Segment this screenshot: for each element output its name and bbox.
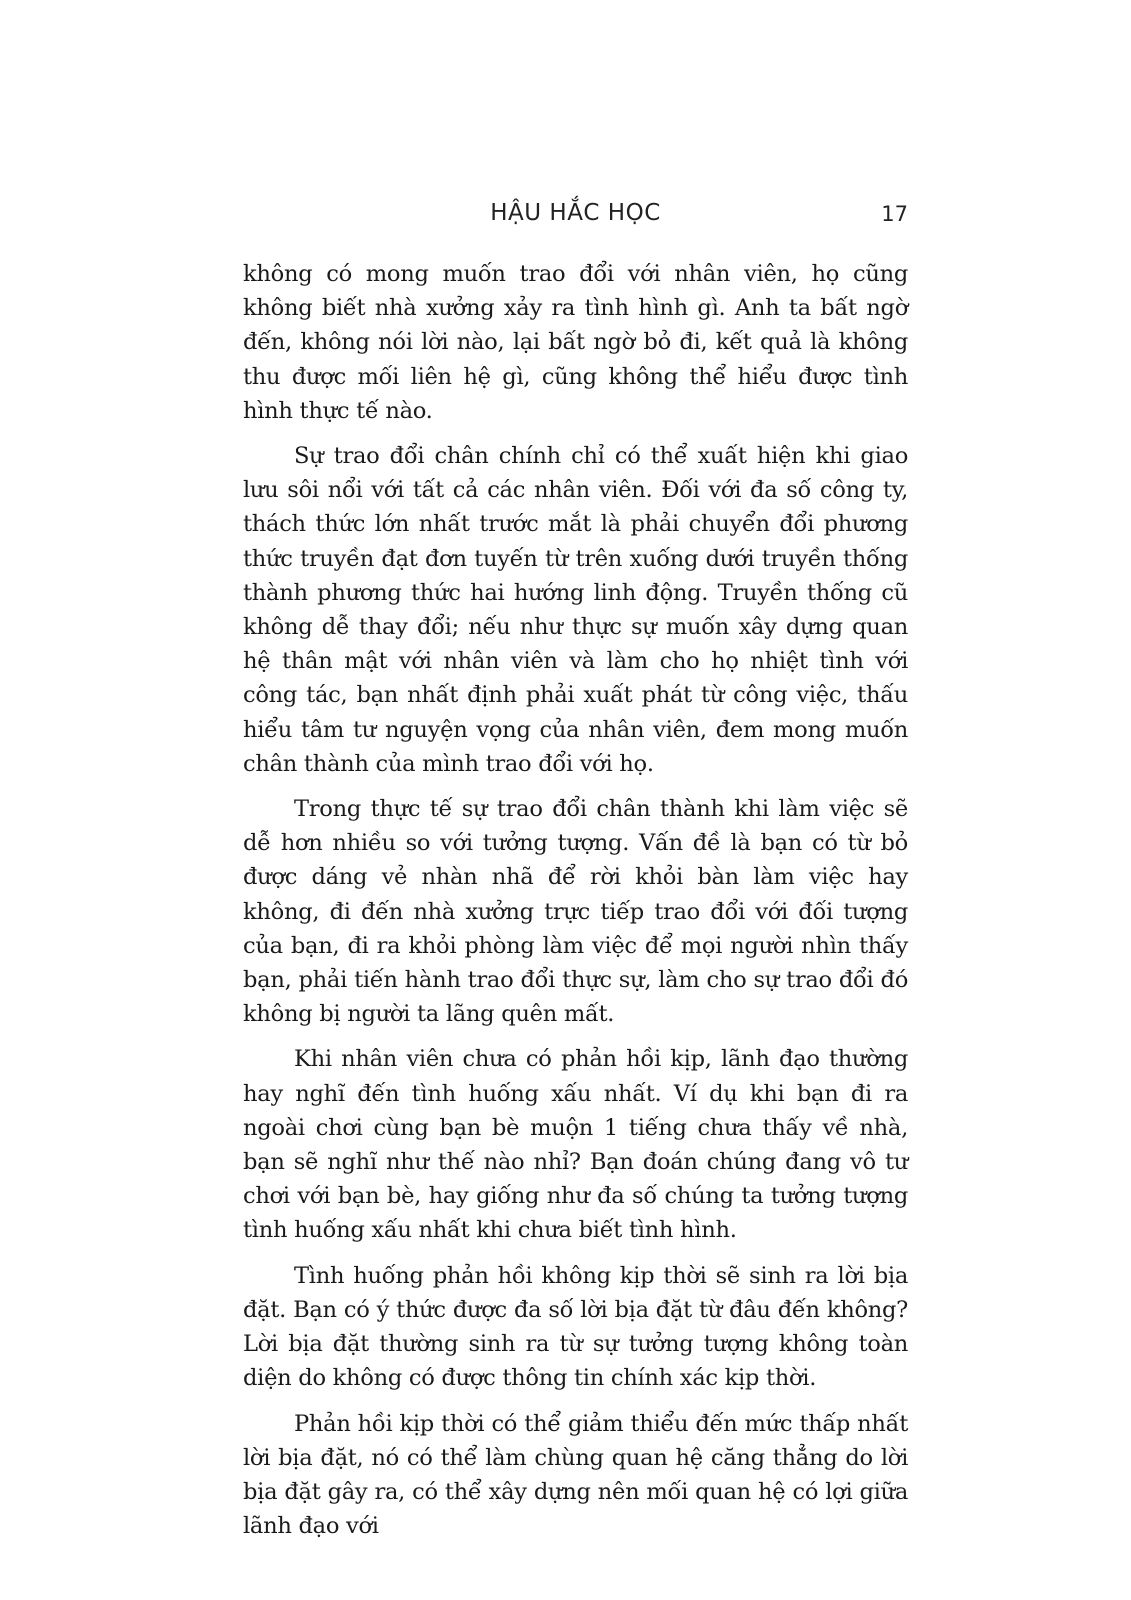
paragraph: Phản hồi kịp thời có thể giảm thiểu đến mức thấp nhất lời bịa đặt, nó có thể làm chùng quan hệ căng thẳng do lời bịa đặt gây ra, có thể xây dựng nên mối quan hệ có lợi giữa lãnh đạo với [243,1410,908,1540]
paragraph-continued: không có mong muốn trao đổi với nhân viên, họ cũng không biết nhà xưởng xảy ra tình hình gì. Anh ta bất ngờ đến, không nói lời nào, lại bất ngờ bỏ đi, kết quả là không thu được mối liên hệ gì, cũng không thể hiểu được tình hình thực tế nào. [243,261,908,424]
paragraph: Sự trao đổi chân chính chỉ có thể xuất hiện khi giao lưu sôi nổi với tất cả các nhân viên. Đối với đa số công ty, thách thức lớn nhất trước mắt là phải chuyển đổi phương thức truyền đạt đơn tuyến từ trên xuống dưới truyền thống thành phương thức hai hướng linh động. Truyền thống cũ không dễ thay đổi; nếu như thực sự muốn xây dựng quan hệ thân mật với nhân viên và làm cho họ nhiệt tình với công tác, bạn nhất định phải xuất phát từ công việc, thấu hiểu tâm tư nguyện vọng của nhân viên, đem mong muốn chân thành của mình trao đổi với họ. [243,443,908,777]
paragraph: Trong thực tế sự trao đổi chân thành khi làm việc sẽ dễ hơn nhiều so với tưởng tượng. Vấn đề là bạn có từ bỏ được dáng vẻ nhàn nhã để rời khỏi bàn làm việc hay không, đi đến nhà xưởng trực tiếp trao đổi với đối tượng của bạn, đi ra khỏi phòng làm việc để mọi người nhìn thấy bạn, phải tiến hành trao đổi thực sự, làm cho sự trao đổi đó không bị người ta lãng quên mất. [243,796,908,1028]
paragraph: Tình huống phản hồi không kịp thời sẽ sinh ra lời bịa đặt. Bạn có ý thức được đa số lời bịa đặt từ đâu đến không? Lời bịa đặt thường sinh ra từ sự tưởng tượng không toàn diện do không có được thông tin chính xác kịp thời. [243,1262,908,1392]
page-number: 17 [881,202,908,226]
running-header [243,200,908,236]
paragraph: Khi nhân viên chưa có phản hồi kịp, lãnh đạo thường hay nghĩ đến tình huống xấu nhất. Ví dụ khi bạn đi ra ngoài chơi cùng bạn bè muộn 1 tiếng chưa thấy về nhà, bạn sẽ nghĩ như thế nào nhỉ? Bạn đoán chúng đang vô tư chơi với bạn bè, hay giống như đa số chúng ta tưởng tượng tình huống xấu nhất khi chưa biết tình hình. [243,1046,908,1244]
body-text [243,257,908,1554]
running-title: HẬU HẮC HỌC [490,200,661,226]
